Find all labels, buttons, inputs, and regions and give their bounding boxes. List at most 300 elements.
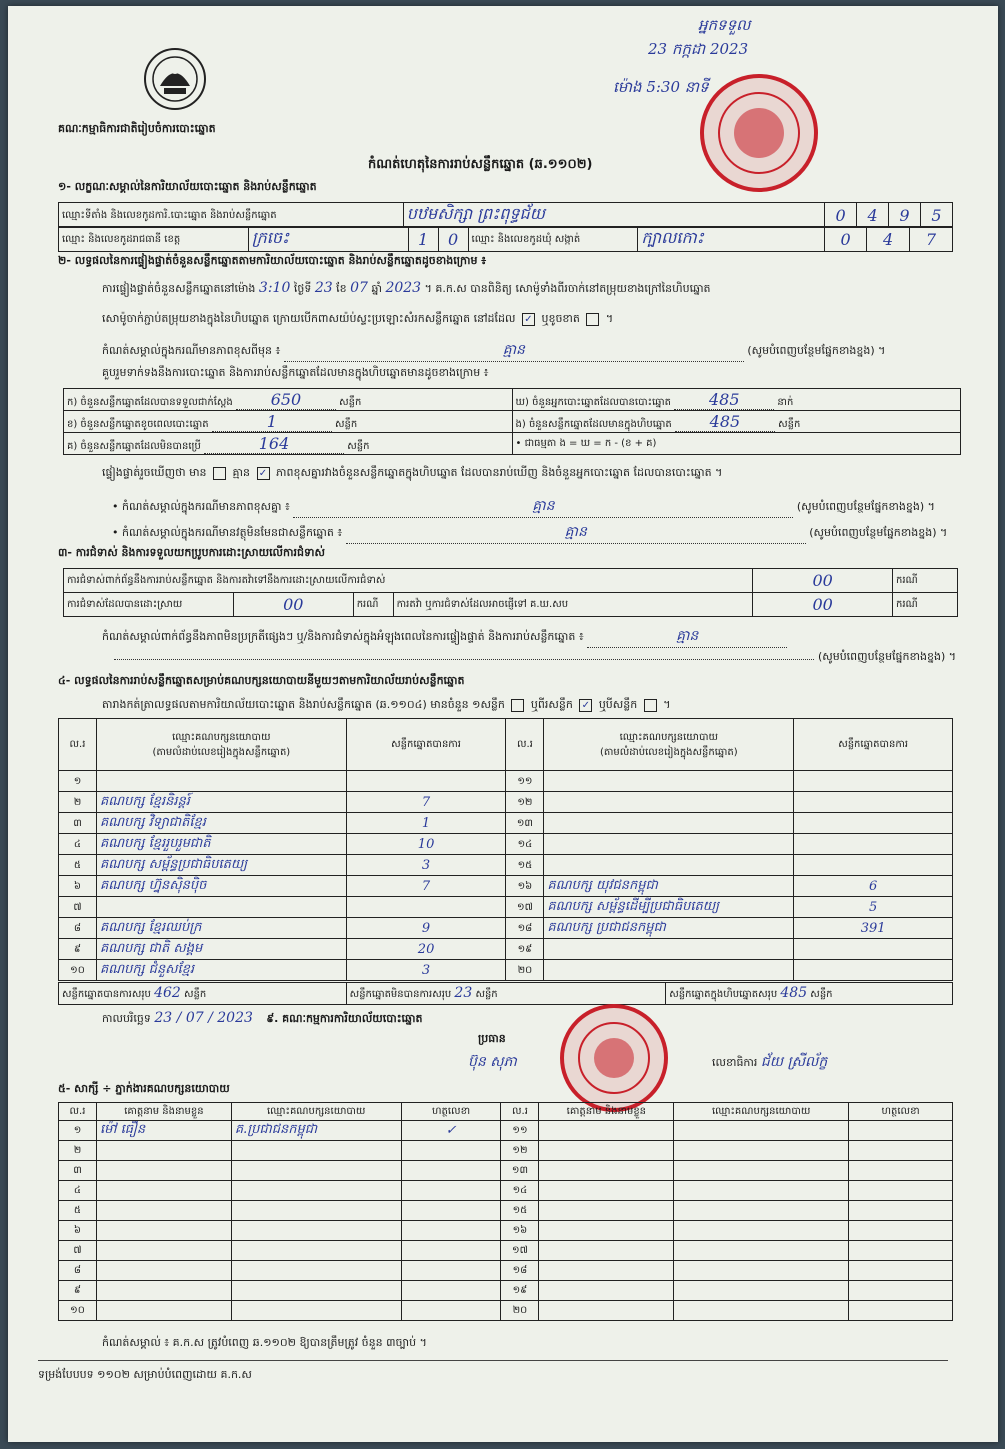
party-votes: 5	[794, 897, 953, 918]
sum-invalid-value: 23	[454, 985, 473, 1001]
party-votes: 3	[346, 855, 506, 876]
count-b-unit: សន្លឹក	[334, 418, 358, 430]
count-b-value: 1	[266, 411, 277, 431]
sum-valid-value: 462	[154, 985, 181, 1001]
resolved-label: ការជំទាស់ដែលបានដោះស្រាយ	[64, 593, 234, 617]
witness-party	[674, 1161, 849, 1181]
commune-value: ក្បាលកោះ	[638, 227, 825, 252]
table-row	[59, 939, 953, 960]
witness-name	[539, 1201, 674, 1221]
chair-label: ប្រធាន	[478, 1032, 506, 1045]
row-no: ២០	[506, 960, 544, 981]
party-name	[544, 939, 794, 960]
year-label: ឆ្នាំ	[371, 282, 382, 295]
province-commune-table	[58, 226, 953, 252]
party-name	[544, 792, 794, 813]
count-c-value: 164	[258, 433, 290, 453]
seal-check-line2: សោម៉ូចាក់ភ្ជាប់តម្រុយខាងក្នុងនៃហិបឆ្នោត ក្រោយបើកពាសយ៉ប់ស្ទះប្រឡោះសំរកសន្លឹកឆ្នោត នៅដដែល ✓ ឬខូចខាត ។	[102, 312, 614, 325]
office-code-digit: 9	[889, 203, 921, 228]
commune-label: ឈ្មោះ និងលេខកូដឃុំ សង្កាត់	[468, 227, 638, 252]
row-no: ១២	[501, 1141, 539, 1161]
receipt-note-line1: អ្នកទទួល	[698, 16, 751, 34]
row-no: ១៧	[506, 897, 544, 918]
province-code-digit: 0	[438, 227, 468, 252]
row-no: ៣	[59, 813, 97, 834]
row-no: ២	[59, 1141, 97, 1161]
row-no: ១៦	[506, 876, 544, 897]
party-name: គណបក្ស សម្ព័ន្ធប្រជាធិបតេយ្យ	[96, 855, 346, 876]
witness-party	[674, 1281, 849, 1301]
party-votes	[346, 771, 506, 792]
witness-name	[539, 1121, 674, 1141]
witness-party	[674, 1261, 849, 1281]
intact-checkbox[interactable]: ✓	[522, 313, 535, 326]
col-no: ល.រ	[59, 719, 97, 771]
party-name: គណបក្ស ខ្មែររួបរួមជាតិ	[96, 834, 346, 855]
witness-name	[96, 1181, 231, 1201]
party-name	[544, 834, 794, 855]
witness-party: គ.ប្រជាជនកម្ពុជា	[231, 1121, 401, 1141]
col-name: គោត្តនាម និងនាមខ្លួន	[539, 1103, 674, 1121]
invalid-note-value: គ្មាន	[564, 524, 587, 540]
witness-party	[231, 1221, 401, 1241]
witness-signature	[401, 1301, 501, 1321]
party-votes: 3	[346, 960, 506, 981]
secretary-line	[712, 1052, 827, 1073]
witness-name	[539, 1221, 674, 1241]
witness-party	[674, 1301, 849, 1321]
col-party: ឈ្មោះគណបក្សនយោបាយ	[231, 1103, 401, 1121]
office-label: ឈ្មោះទីតាំង និងលេខកូដការិ.បោះឆ្នោត និងរាប់សន្លឹកឆ្នោត	[59, 203, 404, 228]
two-sheets-label: ឬពីរសន្លឹក	[530, 698, 573, 711]
witness-name	[96, 1161, 231, 1181]
commune-code-digit: 0	[825, 227, 867, 252]
row-no: ១៤	[506, 834, 544, 855]
witness-party	[231, 1161, 401, 1181]
committee-label: ៩. គណៈកម្មការការិយាល័យបោះឆ្នោត	[266, 1012, 423, 1025]
witness-signature	[401, 1161, 501, 1181]
col-votes: សន្លឹកឆ្នោតបានការ	[794, 719, 953, 771]
count-d-value: 485	[708, 389, 740, 409]
party-name: គណបក្ស ជំនួសខ្មែរ	[96, 960, 346, 981]
witness-signature	[849, 1181, 953, 1201]
row-no: ៣	[59, 1161, 97, 1181]
table-row	[59, 960, 953, 981]
party-votes	[794, 834, 953, 855]
party-name: គណបក្ស ប្រជាជនកម្ពុជា	[544, 918, 794, 939]
row-no: ៦	[59, 1221, 97, 1241]
col-party-title: ឈ្មោះគណបក្សនយោបាយ	[172, 731, 271, 743]
party-votes	[794, 813, 953, 834]
irregularity-note-value: គ្មាន	[676, 628, 699, 644]
party-votes	[794, 939, 953, 960]
seal-check-text: ។ គ.ក.ស បានពិនិត្យ សោម៉ូទាំងពីរចាក់នៅតម្រុយខាងក្រៅនៃហិបឆ្នោត	[424, 282, 711, 295]
witness-name	[96, 1241, 231, 1261]
party-votes: 7	[346, 876, 506, 897]
objections-table	[63, 568, 958, 617]
witness-name	[96, 1201, 231, 1221]
section5-heading: ៥- សាក្សី ÷ ភ្នាក់ងារគណបក្សនយោបាយ	[58, 1082, 230, 1095]
chair-signature: ប៊ុន សុភា	[468, 1054, 517, 1070]
table-row	[59, 792, 953, 813]
witness-party	[231, 1301, 401, 1321]
diff-note-line	[112, 496, 935, 518]
witness-signature	[849, 1121, 953, 1141]
official-stamp-top	[700, 74, 818, 192]
result-sheets-text: តារាងកត់ត្រាលទ្ធផលតាមការិយាល័យបោះឆ្នោត និងរាប់សន្លឹកឆ្នោត (ឆ.១១០៤) មានចំនួន ១សន្លឹក	[102, 698, 505, 711]
party-name	[544, 813, 794, 834]
party-name: គណបក្ស វិទ្យាជាតិខ្មែរ	[96, 813, 346, 834]
sum-box-value: 485	[780, 985, 808, 1001]
row-no: ១	[59, 1121, 97, 1141]
row-no: ១	[59, 771, 97, 792]
row-no: ៤	[59, 834, 97, 855]
unit: សន្លឹក	[183, 989, 207, 1000]
witness-name	[96, 1221, 231, 1241]
row-no: ១៩	[501, 1281, 539, 1301]
party-votes	[794, 960, 953, 981]
witness-party	[674, 1121, 849, 1141]
time-label: ការផ្ទៀងផ្ទាត់ចំនួនសន្លឹកឆ្នោតនៅម៉ោង	[102, 282, 256, 295]
province-label: ឈ្មោះ និងលេខកូដរាជធានី ខេត្ត	[59, 227, 249, 252]
seal-note-label: កំណត់សម្គាល់ក្នុងករណីមានភាពខុសពីមុន ៖	[102, 344, 281, 357]
count-e-value: 485	[709, 411, 741, 431]
col-party-title: ឈ្មោះគណបក្សនយោបាយ	[619, 731, 719, 743]
resolved-unit: ករណី	[353, 593, 393, 617]
station-identity-table	[58, 202, 953, 228]
fill-hint: (សូមបំពេញបន្ថែមផ្នែកខាងខ្នង) ។	[747, 344, 886, 357]
witness-signature	[849, 1201, 953, 1221]
witness-name	[539, 1241, 674, 1261]
office-code-digit: 4	[857, 203, 889, 228]
diff-note-label: • កំណត់សម្គាល់ក្នុងករណីមានភាពខុសគ្នា ៖	[112, 500, 290, 513]
witness-party	[231, 1201, 401, 1221]
row-no: ៥	[59, 855, 97, 876]
row-no: ១៣	[501, 1161, 539, 1181]
row-no: ១៣	[506, 813, 544, 834]
witness-name	[539, 1261, 674, 1281]
witness-signature	[849, 1161, 953, 1181]
row-no: ៨	[59, 1261, 97, 1281]
count-e-unit: សន្លឹក	[778, 418, 801, 430]
witness-name	[96, 1281, 231, 1301]
month-label: ខែ	[336, 282, 347, 295]
party-name: គណបក្ស ខ្មែរនិរន្តរ៍	[96, 792, 346, 813]
secretary-signature: ជ័យ ស្រីល័ក្ខ	[760, 1054, 828, 1070]
row-no: ៨	[59, 918, 97, 939]
sum-box-label: សន្លឹកឆ្នោតក្នុងហិបឆ្នោតសរុប	[669, 989, 778, 1000]
three-sheets-label: ឬបីសន្លឹក	[598, 698, 638, 711]
row-no: ១៩	[506, 939, 544, 960]
party-name	[544, 855, 794, 876]
two-sheets-checkbox[interactable]: ✓	[579, 699, 592, 712]
compare-rest: ភាពខុសគ្នារវាងចំនួនសន្លឹកឆ្នោតក្នុងហិបឆ្នោត ដែលបានរាប់ឃើញ និងចំនួនអ្នកបោះឆ្នោត ដែលបានបោះឆ្នោត ។	[276, 466, 723, 479]
witness-signature	[401, 1181, 501, 1201]
witness-name	[539, 1281, 674, 1301]
table-row	[59, 771, 953, 792]
row-no: ១៧	[501, 1241, 539, 1261]
section1-heading: ១- លក្ខណៈសម្គាល់នៃការិយាល័យបោះឆ្នោត និងរាប់សន្លឹកឆ្នោត	[58, 180, 317, 193]
table-row	[59, 1161, 953, 1181]
diff-note-value: គ្មាន	[532, 498, 555, 514]
table-row	[59, 897, 953, 918]
witness-name	[539, 1141, 674, 1161]
footnote: កំណត់សម្គាល់ ៖ គ.ក.ស ត្រូវបំពេញ ឆ.១១០២ ឱ្យបានត្រឹមត្រូវ ចំនួន ៣ច្បាប់ ។	[102, 1336, 427, 1349]
year-value: 2023	[385, 280, 422, 296]
col-party	[544, 719, 794, 771]
row-no: ១៦	[501, 1221, 539, 1241]
witness-name	[96, 1301, 231, 1321]
table-row	[59, 918, 953, 939]
verification-time-line	[102, 280, 711, 298]
witness-name	[539, 1301, 674, 1321]
party-name: គណបក្ស យុវជនកម្ពុជា	[544, 876, 794, 897]
party-votes: 7	[346, 792, 506, 813]
party-votes: 20	[346, 939, 506, 960]
office-code-digit: 0	[825, 203, 857, 228]
witness-signature	[401, 1141, 501, 1161]
no-difference-label: គ្មាន	[232, 466, 250, 479]
witness-signature	[849, 1301, 953, 1321]
party-name: គណបក្ស ហ្វ៊ុនស៊ិនប៉ិច	[96, 876, 346, 897]
witness-name	[96, 1141, 231, 1161]
one-sheet-checkbox[interactable]	[511, 699, 524, 712]
party-name	[544, 960, 794, 981]
table-row	[59, 1281, 953, 1301]
invalid-note-line	[112, 522, 947, 544]
section4-heading: ៤- លទ្ធផលនៃការរាប់សន្លឹកឆ្នោតសម្រាប់គណបក្សនយោបាយនីមួយៗតាមការិយាល័យរាប់សន្លឹកឆ្នោត	[58, 674, 465, 687]
party-name: គណបក្ស ខ្មែរឈប់ក្រ	[96, 918, 346, 939]
sum-valid-label: សន្លឹកឆ្នោតបានការសរុប	[62, 989, 151, 1000]
three-sheets-checkbox[interactable]	[644, 699, 657, 712]
fill-hint: (សូមបំពេញបន្ថែមផ្នែកខាងខ្នង) ។	[796, 500, 935, 513]
witness-name: ម៉ៅ ធឿន	[96, 1121, 231, 1141]
row-no: ៩	[59, 1281, 97, 1301]
table-row	[59, 1301, 953, 1321]
witness-name	[96, 1261, 231, 1281]
table-row	[59, 1221, 953, 1241]
signing-date-line	[102, 1010, 423, 1028]
nec-emblem-icon	[142, 46, 208, 112]
province-value: ក្រចេះ	[248, 227, 408, 252]
witness-party	[674, 1241, 849, 1261]
formula-note: • ជាធម្មតា ង = ឃ = ក - (ខ + គ)	[515, 438, 657, 449]
province-code-digit: 1	[408, 227, 438, 252]
table-row	[59, 1181, 953, 1201]
row-no: ១៥	[506, 855, 544, 876]
table-row	[59, 1141, 953, 1161]
row-no: ៦	[59, 876, 97, 897]
col-name: គោត្តនាម និងនាមខ្លួន	[96, 1103, 231, 1121]
col-party-sub: (តាមលំដាប់លេខរៀងក្នុងសន្លឹកឆ្នោត)	[152, 746, 291, 758]
count-a-value: 650	[270, 389, 302, 409]
table-row	[59, 1201, 953, 1221]
row-no: ៩	[59, 939, 97, 960]
resolved-value: 00	[233, 593, 353, 617]
totals-table	[58, 982, 953, 1005]
col-party-sub: (តាមលំដាប់លេខរៀងក្នុងសន្លឹកឆ្នោត)	[599, 746, 738, 758]
party-votes: 10	[346, 834, 506, 855]
witness-signature	[849, 1241, 953, 1261]
count-b-label: ខ) ចំនួនសន្លឹកឆ្នោតខូចពេលបោះឆ្នោត	[67, 418, 209, 430]
forwarded-label: ការតវ៉ា ឬការជំទាស់ដែលអាចផ្ញើទៅ គ.ឃ.សប	[393, 593, 753, 617]
damaged-checkbox[interactable]	[586, 313, 599, 326]
col-no: ល.រ	[501, 1103, 539, 1121]
witness-party	[674, 1201, 849, 1221]
party-votes: 6	[794, 876, 953, 897]
form-note: ទម្រង់បែបបទ ១១០២ សម្រាប់បំពេញដោយ គ.ក.ស	[38, 1368, 252, 1381]
table-row	[59, 1261, 953, 1281]
no-difference-checkbox[interactable]: ✓	[257, 467, 270, 480]
party-votes: 9	[346, 918, 506, 939]
table-row	[59, 876, 953, 897]
witness-party	[231, 1181, 401, 1201]
counts-intro: គួបរួមទាក់ទងនឹងការបោះឆ្នោត និងការរាប់សន្លឹកឆ្នោតដែលមានក្នុងហិបឆ្នោតមានដូចខាងក្រោម ៖	[102, 366, 489, 379]
office-value: បឋមសិក្សា ព្រះពុទ្ធជ័យ	[403, 203, 824, 228]
col-sign: ហត្ថលេខា	[401, 1103, 501, 1121]
row-no: ២០	[501, 1301, 539, 1321]
count-c-label: គ) ចំនួនសន្លឹកឆ្នោតដែលមិនបានប្រើ	[67, 440, 201, 452]
commune-code-digit: 4	[867, 227, 910, 252]
witness-signature	[401, 1201, 501, 1221]
irregularity-note-line	[102, 626, 787, 648]
fill-hint: (សូមបំពេញបន្ថែមផ្នែកខាងខ្នង) ។	[809, 526, 948, 539]
witness-signature	[401, 1221, 501, 1241]
witness-name	[539, 1161, 674, 1181]
table-row	[59, 1121, 953, 1141]
party-name	[96, 771, 346, 792]
witness-signature	[849, 1141, 953, 1161]
party-votes	[794, 792, 953, 813]
witness-signature	[401, 1281, 501, 1301]
footer-divider	[38, 1360, 948, 1361]
official-stamp-bottom	[560, 1004, 668, 1112]
unit: សន្លឹក	[475, 989, 498, 1000]
count-a-label: ក) ចំនួនសន្លឹកឆ្នោតដែលបានទទួលជាក់ស្តែង	[67, 396, 233, 408]
has-difference-checkbox[interactable]	[213, 467, 226, 480]
row-no: ៥	[59, 1201, 97, 1221]
witness-signature	[401, 1241, 501, 1261]
witness-table	[58, 1102, 953, 1321]
party-votes: 391	[794, 918, 953, 939]
objection-row1-value: 00	[753, 569, 893, 593]
row-no: ២	[59, 792, 97, 813]
damaged-label: ឬខូចខាត	[541, 312, 580, 325]
committee-name: គណៈកម្មាធិការជាតិរៀបចំការបោះឆ្នោត	[58, 122, 216, 135]
form-sheet	[8, 6, 998, 1442]
table-row	[59, 813, 953, 834]
forwarded-value: 00	[753, 593, 893, 617]
witness-name	[539, 1181, 674, 1201]
party-votes	[794, 855, 953, 876]
party-name: គណបក្ស ជាតិ សង្គម	[96, 939, 346, 960]
party-name	[96, 897, 346, 918]
seal-note-line	[102, 340, 957, 362]
section2-heading: ២- លទ្ធផលនៃការផ្ទៀងផ្ទាត់ចំនួនសន្លឹកឆ្នោតតាមការិយាល័យបោះឆ្នោត និងរាប់សន្លឹកឆ្នោតដូចខាងក្រោម ៖	[58, 254, 487, 267]
form-title: កំណត់ហេតុនៃការរាប់សន្លឹកឆ្នោត (ឆ.១១០២)	[368, 157, 593, 172]
unit: សន្លឹក	[810, 989, 833, 1000]
receipt-note-line3: ម៉ោង 5:30 នាទី	[613, 78, 709, 96]
compare-line	[102, 466, 722, 482]
forwarded-unit: ករណី	[893, 593, 958, 617]
witness-party	[674, 1221, 849, 1241]
row-no: ១០	[59, 1301, 97, 1321]
party-name	[544, 771, 794, 792]
section3-heading: ៣- ការជំទាស់ និងការទទួលយកប្រូបការដោះស្រាយលើការជំទាស់	[58, 546, 325, 559]
row-no: ១៥	[501, 1201, 539, 1221]
row-no: ១២	[506, 792, 544, 813]
witness-party	[231, 1141, 401, 1161]
row-no: ៧	[59, 1241, 97, 1261]
witness-signature: ✓	[401, 1121, 501, 1141]
party-votes: 1	[346, 813, 506, 834]
commune-code-digit: 7	[910, 227, 953, 252]
witness-party	[674, 1181, 849, 1201]
party-votes	[346, 897, 506, 918]
secretary-label: លេខាធិការ	[712, 1056, 758, 1069]
irregularity-fill-line	[66, 650, 956, 666]
count-d-unit: នាក់	[777, 396, 794, 408]
col-no: ល.រ	[59, 1103, 97, 1121]
party-votes	[794, 771, 953, 792]
month-value: 07	[350, 280, 368, 296]
ballot-counts-table	[63, 388, 961, 455]
witness-party	[674, 1141, 849, 1161]
witness-party	[231, 1281, 401, 1301]
date-value: 23 / 07 / 2023	[154, 1010, 253, 1026]
fill-hint: (សូមបំពេញបន្ថែមផ្នែកខាងខ្នង) ។	[817, 650, 956, 663]
row-no: ១៤	[501, 1181, 539, 1201]
count-d-label: ឃ) ចំនួនអ្នកបោះឆ្នោតដែលបានបោះឆ្នោត	[515, 396, 672, 408]
row-no: ១១	[501, 1121, 539, 1141]
objection-unit: ករណី	[893, 569, 958, 593]
row-no: ៧	[59, 897, 97, 918]
day-value: 23	[314, 280, 333, 296]
witness-party	[231, 1241, 401, 1261]
row-no: ១៨	[506, 918, 544, 939]
seal-intact-text: សោម៉ូចាក់ភ្ជាប់តម្រុយខាងក្នុងនៃហិបឆ្នោត ក្រោយបើកពាសយ៉ប់ស្ទះប្រឡោះសំរកសន្លឹកឆ្នោត នៅដដែល	[102, 312, 516, 325]
date-label: កាលបរិច្ឆេទ	[102, 1012, 151, 1025]
witness-signature	[401, 1261, 501, 1281]
day-label: ថ្ងៃទី	[293, 282, 312, 295]
col-votes: សន្លឹកឆ្នោតបានការ	[346, 719, 506, 771]
table-row	[59, 834, 953, 855]
objection-row1-label: ការជំទាស់ពាក់ព័ន្ធនឹងការរាប់សន្លឹកឆ្នោត និងការតវ៉ាទៅនឹងការដោះស្រាយលើការជំទាស់	[64, 569, 753, 593]
compare-text: ផ្ទៀងផ្ទាត់រួចឃើញថា មាន	[102, 466, 207, 479]
party-name: គណបក្ស សម្ព័ន្ធដើម្បីប្រជាធិបតេយ្យ	[544, 897, 794, 918]
col-no: ល.រ	[506, 719, 544, 771]
row-no: ៤	[59, 1181, 97, 1201]
witness-signature	[849, 1281, 953, 1301]
witness-signature	[849, 1261, 953, 1281]
invalid-note-label: • កំណត់សម្គាល់ក្នុងករណីមានវត្ថុមិនមែនជាសន្លឹកឆ្នោត ៖	[112, 526, 343, 539]
table-row	[59, 855, 953, 876]
receipt-note-line2: 23 កក្កដា 2023	[648, 40, 749, 58]
time-value: 3:10	[258, 280, 291, 296]
count-a-unit: សន្លឹក	[339, 396, 362, 408]
office-code-digit: 5	[920, 203, 952, 228]
count-e-label: ង) ចំនួនសន្លឹកឆ្នោតដែលមានក្នុងហិបឆ្នោត	[515, 418, 672, 430]
result-sheets-line: តារាងកត់ត្រាលទ្ធផលតាមការិយាល័យបោះឆ្នោត និងរាប់សន្លឹកឆ្នោត (ឆ.១១០៤) មានចំនួន ១សន្លឹក ឬពីរសន្លឹក ✓ ឬបីសន្លឹក ។	[102, 698, 671, 711]
count-c-unit: សន្លឹក	[347, 440, 370, 452]
col-sign: ហត្ថលេខា	[849, 1103, 953, 1121]
party-results-table	[58, 718, 953, 981]
row-no: ១១	[506, 771, 544, 792]
row-no: ១៨	[501, 1261, 539, 1281]
sum-invalid-label: សន្លឹកឆ្នោតមិនបានការសរុប	[349, 989, 452, 1000]
col-party: ឈ្មោះគណបក្សនយោបាយ	[674, 1103, 849, 1121]
seal-note-value: គ្មាន	[502, 342, 525, 358]
